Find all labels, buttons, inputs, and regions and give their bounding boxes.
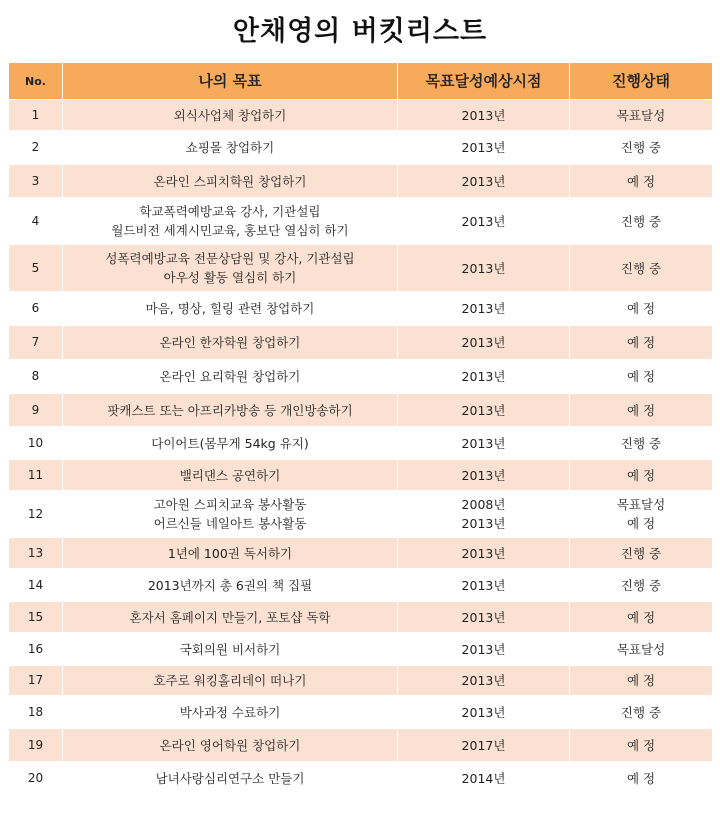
table-row: [9, 729, 713, 762]
row-number: 16: [9, 633, 63, 666]
table-row: [9, 491, 713, 538]
row-number: 5: [9, 245, 63, 292]
row-goal-line: 박사과정 수료하기: [179, 704, 281, 720]
row-status-line: 예 정: [626, 402, 656, 418]
row-number: 7: [9, 326, 63, 360]
row-year-line: 2013년: [461, 704, 506, 720]
row-status-line: 예 정: [626, 467, 656, 483]
row-status-line: 진행 중: [620, 545, 662, 561]
row-status-line: 예 정: [626, 737, 656, 753]
row-goal: [63, 633, 398, 666]
header-no: No.: [9, 63, 63, 100]
row-goal-line: 호주로 워킹홀리데이 떠나기: [153, 673, 307, 688]
row-year-line: 2013년: [461, 641, 506, 657]
row-year-line: 2013년: [461, 577, 506, 593]
table-row: [9, 666, 713, 696]
row-status-line: 예 정: [626, 301, 656, 316]
row-number: 10: [9, 427, 63, 460]
row-goal-line: 월드비전 세계시민교육, 홍보단 열심히 하기: [111, 223, 349, 238]
row-goal-line: 국회의원 비서하기: [179, 641, 281, 657]
row-year-line: 2013년: [461, 673, 506, 688]
row-status-line: 목표달성: [616, 641, 666, 657]
row-goal: [63, 326, 398, 360]
row-status: [570, 131, 713, 165]
row-goal-line: 다이어트(몸무게 54kg 유지): [151, 435, 309, 451]
row-year: [398, 360, 570, 394]
row-goal: [63, 100, 398, 131]
row-goal-line: 온라인 한자학원 창업하기: [159, 335, 301, 350]
table-row: [9, 292, 713, 326]
row-status: [570, 762, 713, 795]
row-year: [398, 292, 570, 326]
row-goal-line: 온라인 스피치학원 창업하기: [153, 173, 307, 189]
row-year: [398, 762, 570, 795]
row-goal-line: 온라인 영어학원 창업하기: [159, 737, 301, 753]
row-goal: [63, 394, 398, 427]
row-status: [570, 360, 713, 394]
row-status: [570, 165, 713, 198]
table-row: [9, 394, 713, 427]
row-goal: [63, 198, 398, 245]
row-status-line: 목표달성: [616, 497, 666, 512]
row-goal-line: 마음, 명상, 힐링 관련 창업하기: [145, 301, 315, 316]
row-status-line: 진행 중: [620, 704, 662, 720]
row-goal-line: 고아원 스피치교육 봉사활동: [153, 497, 307, 512]
row-year-line: 2013년: [461, 369, 506, 384]
row-number: 19: [9, 729, 63, 762]
row-goal-line: 팟캐스트 또는 아프리카방송 등 개인방송하기: [107, 402, 353, 418]
table-row: [9, 131, 713, 165]
table-row: [9, 326, 713, 360]
row-number: 1: [9, 100, 63, 131]
row-goal-line: 밸리댄스 공연하기: [179, 467, 281, 483]
row-goal: [63, 538, 398, 569]
table-row: [9, 460, 713, 491]
header-year: 목표달성예상시점: [398, 63, 570, 100]
row-status-line: 진행 중: [620, 260, 662, 276]
row-year-line: 2013년: [461, 173, 506, 189]
row-year-line: 2013년: [461, 301, 506, 316]
table-row: [9, 569, 713, 602]
row-status: [570, 460, 713, 491]
row-year: [398, 100, 570, 131]
bucket-list-table: [8, 62, 713, 795]
row-year-line: 2013년: [461, 213, 506, 229]
row-year-line: 2013년: [461, 435, 506, 451]
row-number: 12: [9, 491, 63, 538]
row-goal: [63, 165, 398, 198]
table-row: [9, 602, 713, 633]
table-row: [9, 538, 713, 569]
table-row: [9, 165, 713, 198]
row-number: 4: [9, 198, 63, 245]
row-number: 9: [9, 394, 63, 427]
row-year: [398, 165, 570, 198]
row-number: 17: [9, 666, 63, 696]
row-goal: [63, 762, 398, 795]
row-year-line: 2013년: [461, 140, 506, 155]
row-status: [570, 100, 713, 131]
row-status: [570, 245, 713, 292]
row-goal: [63, 602, 398, 633]
row-year: [398, 460, 570, 491]
row-number: 13: [9, 538, 63, 569]
table-row: [9, 762, 713, 795]
row-number: 14: [9, 569, 63, 602]
row-goal: [63, 360, 398, 394]
row-goal: [63, 460, 398, 491]
row-status-line: 진행 중: [620, 213, 662, 229]
row-goal: [63, 427, 398, 460]
row-status: [570, 538, 713, 569]
row-year-line: 2013년: [461, 335, 506, 350]
row-year: [398, 245, 570, 292]
row-year: [398, 729, 570, 762]
row-status-line: 진행 중: [620, 435, 662, 451]
row-year-line: 2013년: [461, 545, 506, 561]
row-year-line: 2013년: [461, 467, 506, 483]
row-year: [398, 394, 570, 427]
row-year: [398, 666, 570, 696]
row-year: [398, 696, 570, 729]
table-row: [9, 198, 713, 245]
row-status: [570, 394, 713, 427]
row-status-line: 예 정: [626, 335, 656, 350]
row-goal: [63, 729, 398, 762]
table-row: [9, 427, 713, 460]
row-year-line: 2013년: [461, 609, 506, 625]
row-year: [398, 326, 570, 360]
row-number: 2: [9, 131, 63, 165]
row-number: 6: [9, 292, 63, 326]
row-status-line: 목표달성: [616, 107, 666, 123]
row-year-line: 2013년: [461, 260, 506, 276]
row-status: [570, 427, 713, 460]
row-goal: [63, 569, 398, 602]
row-goal: [63, 131, 398, 165]
row-goal-line: 외식사업체 창업하기: [173, 107, 287, 123]
row-status: [570, 729, 713, 762]
page-title: 안채영의 버킷리스트: [232, 16, 488, 47]
table-header-row: [9, 63, 713, 100]
row-year: [398, 569, 570, 602]
row-year: [398, 538, 570, 569]
row-year: [398, 491, 570, 538]
row-year: [398, 427, 570, 460]
row-goal-line: 성폭력예방교육 전문상담원 및 강사, 기관설립: [105, 251, 355, 266]
row-status: [570, 198, 713, 245]
row-year-line: 2014년: [461, 770, 506, 786]
row-year: [398, 602, 570, 633]
table-row: [9, 100, 713, 131]
row-status: [570, 602, 713, 633]
row-number: 8: [9, 360, 63, 394]
header-status: 진행상태: [570, 63, 713, 100]
row-goal: [63, 292, 398, 326]
row-year: [398, 131, 570, 165]
row-status: [570, 696, 713, 729]
row-goal-line: 혼자서 홈페이지 만들기, 포토샵 독학: [129, 609, 331, 625]
table-row: [9, 696, 713, 729]
row-year-line: 2013년: [461, 402, 506, 418]
row-goal: [63, 245, 398, 292]
row-goal: [63, 696, 398, 729]
row-number: 3: [9, 165, 63, 198]
row-goal-line: 아우성 활동 열심히 하기: [163, 270, 297, 285]
row-year-line: 2013년: [461, 516, 506, 531]
row-number: 18: [9, 696, 63, 729]
header-goal: 나의 목표: [63, 63, 398, 100]
row-status: [570, 491, 713, 538]
row-number: 20: [9, 762, 63, 795]
row-goal-line: 남녀사랑심리연구소 만들기: [155, 770, 305, 786]
row-number: 15: [9, 602, 63, 633]
row-status-line: 진행 중: [620, 140, 662, 155]
table-row: [9, 633, 713, 666]
row-year-line: 2013년: [461, 107, 506, 123]
row-status-line: 예 정: [626, 770, 656, 786]
row-goal-line: 2013년까지 총 6권의 책 집필: [147, 577, 313, 593]
row-goal-line: 온라인 요리학원 창업하기: [159, 369, 301, 384]
row-year: [398, 633, 570, 666]
row-year-line: 2008년: [461, 497, 506, 512]
row-status: [570, 326, 713, 360]
row-goal: [63, 491, 398, 538]
row-number: 11: [9, 460, 63, 491]
row-status-line: 예 정: [626, 673, 656, 688]
row-year-line: 2017년: [461, 737, 506, 753]
row-status-line: 예 정: [626, 173, 656, 189]
row-status-line: 예 정: [626, 516, 656, 531]
row-goal-line: 학교폭력예방교육 강사, 기관설립: [139, 204, 321, 219]
row-goal: [63, 666, 398, 696]
table-row: [9, 245, 713, 292]
row-goal-line: 쇼핑몰 창업하기: [185, 140, 275, 155]
row-status: [570, 666, 713, 696]
table-row: [9, 360, 713, 394]
row-status-line: 진행 중: [620, 577, 662, 593]
row-goal-line: 어르신들 네일아트 봉사활동: [153, 516, 307, 531]
row-status-line: 예 정: [626, 369, 656, 384]
row-goal-line: 1년에 100권 독서하기: [167, 545, 293, 561]
row-status: [570, 569, 713, 602]
row-status: [570, 292, 713, 326]
row-year: [398, 198, 570, 245]
row-status: [570, 633, 713, 666]
row-status-line: 예 정: [626, 609, 656, 625]
